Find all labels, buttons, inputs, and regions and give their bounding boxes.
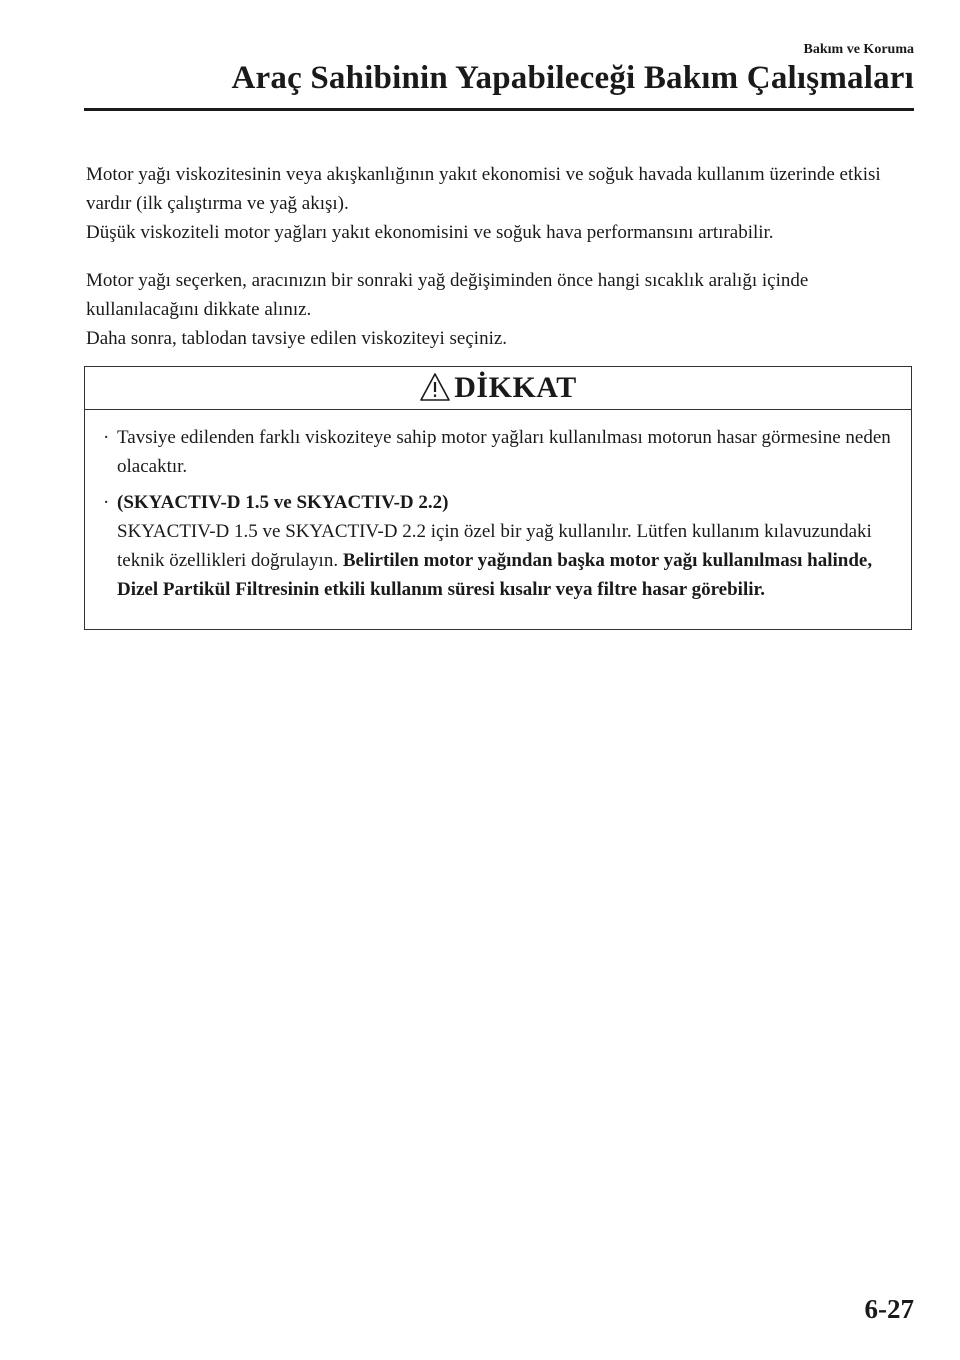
- page-number: 6-27: [864, 1294, 914, 1324]
- page-title: Araç Sahibinin Yapabileceği Bakım Çalışmaları: [231, 60, 914, 96]
- caution-item-text: Tavsiye edilenden farklı viskoziteye sahip motor yağları kullanılması motorun hasar görmesine neden olacaktır.: [117, 427, 891, 477]
- paragraph-line: Motor yağı viskozitesinin veya akışkanlığının yakıt ekonomisi ve soğuk havada kullanım üzerinde etkisi vardır (ilk çalıştırma ve yağ akışı).: [86, 164, 881, 214]
- caution-item: [99, 488, 893, 604]
- selection-paragraph: [86, 266, 916, 353]
- bullet-icon: ·: [103, 427, 110, 448]
- caution-title: DİKKAT: [454, 371, 577, 404]
- caution-item: [99, 423, 893, 481]
- bullet-icon: ·: [103, 492, 110, 513]
- caution-item-emphasis: Belirtilen motor yağından başka motor yağı kullanılması halinde, Dizel Partikül Filtresinin etkili kullanım süresi kısalır veya filtre hasar görebilir.: [117, 550, 873, 600]
- warning-triangle-icon: [419, 372, 451, 402]
- caution-header: [85, 367, 911, 410]
- header-rule: [84, 108, 914, 111]
- caution-item-heading: (SKYACTIV-D 1.5 ve SKYACTIV-D 2.2): [117, 492, 449, 513]
- caution-list: [85, 410, 911, 604]
- section-label: Bakım ve Koruma: [803, 42, 914, 57]
- paragraph-line: Daha sonra, tablodan tavsiye edilen viskoziteyi seçiniz.: [86, 328, 508, 349]
- paragraph-line: Motor yağı seçerken, aracınızın bir sonraki yağ değişiminden önce hangi sıcaklık aralığı içinde kullanılacağını dikkate alınız.: [86, 270, 809, 320]
- caution-item-text: SKYACTIV-D 1.5 ve SKYACTIV-D 2.2 için özel bir yağ kullanılır. Lütfen kullanım kılavuzundaki teknik özellikleri doğrulayın.: [117, 521, 872, 571]
- intro-paragraph: [86, 160, 916, 247]
- paragraph-line: Düşük viskoziteli motor yağları yakıt ekonomisini ve soğuk hava performansını artırabilir.: [86, 222, 774, 243]
- caution-box: [84, 366, 912, 630]
